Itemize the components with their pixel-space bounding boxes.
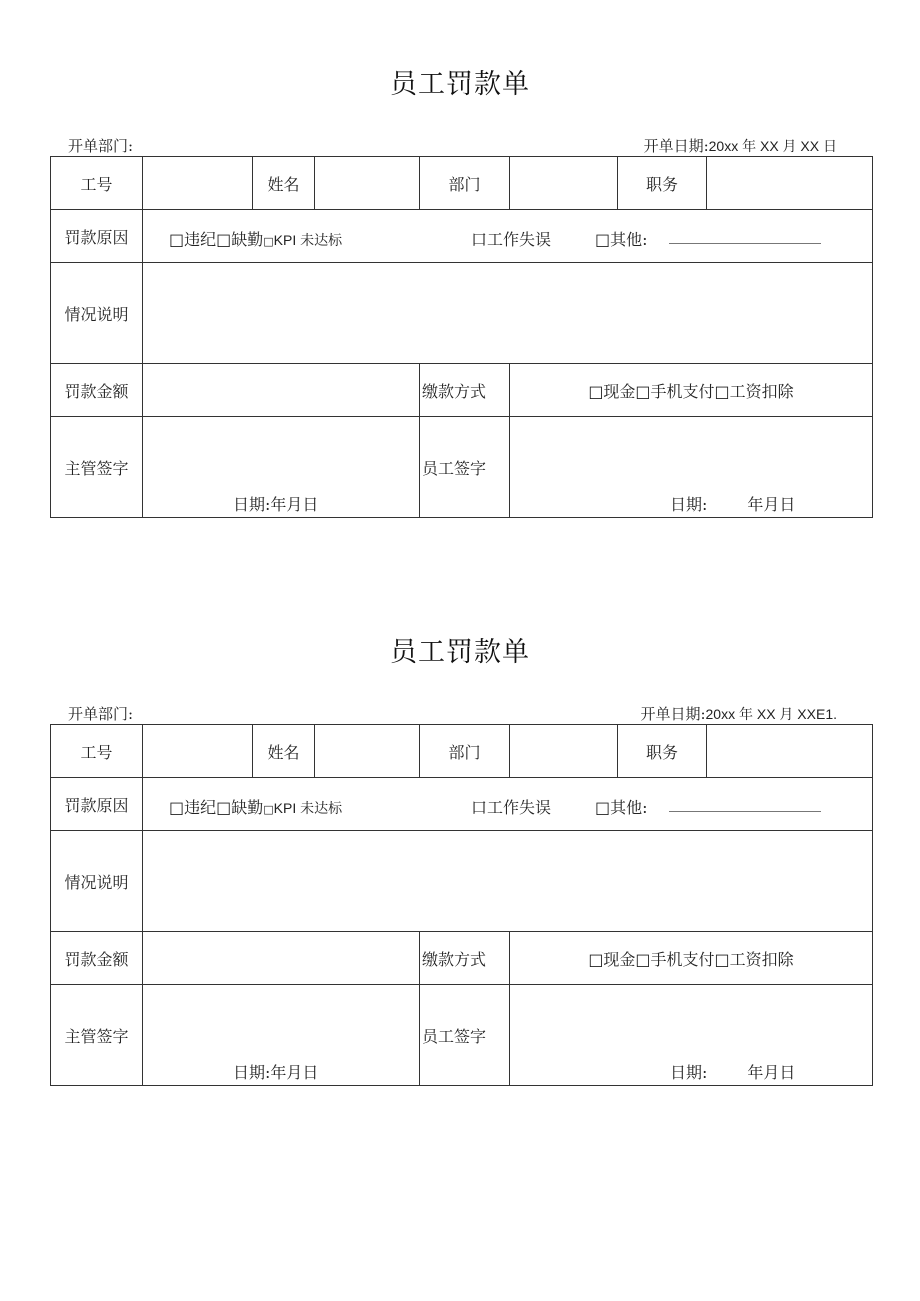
table-row — [51, 157, 873, 210]
reason-checkbox-work-error[interactable]: 口工作失误 — [471, 798, 552, 817]
dept-field[interactable] — [510, 157, 618, 210]
employee-date-ymd: 年月日 — [747, 1063, 796, 1082]
issue-date-label: 开单日期: — [640, 705, 706, 723]
table-row — [51, 932, 873, 985]
payment-method-label: 缴款方式 — [420, 932, 510, 985]
table-row — [51, 417, 873, 518]
penalty-table — [50, 156, 873, 518]
reason-checkbox-violation-absence[interactable] — [169, 795, 342, 818]
kpi-label: KPI 未达标 — [273, 800, 343, 816]
emp-id-label: 工号 — [51, 725, 143, 778]
name-label: 姓名 — [253, 725, 315, 778]
employee-sign-label: 员工签字 — [420, 985, 510, 1086]
reason-opt1-label: □违纪□缺勤 — [169, 798, 264, 817]
supervisor-sign-field[interactable] — [143, 417, 420, 518]
other-blank-line[interactable] — [669, 811, 821, 812]
dept-label: 部门 — [420, 157, 510, 210]
reason-label: 罚款原因 — [51, 778, 143, 831]
position-label: 职务 — [618, 725, 707, 778]
table-row — [51, 725, 873, 778]
dept-label: 部门 — [420, 725, 510, 778]
position-field[interactable] — [707, 725, 873, 778]
penalty-table — [50, 724, 873, 1086]
reason-checkbox-other[interactable]: □其他: — [595, 798, 648, 817]
kpi-checkbox-icon[interactable]: □ — [263, 803, 274, 816]
issue-date — [644, 135, 837, 156]
employee-sign-field[interactable] — [510, 417, 873, 518]
issuing-dept-label: 开单部门: — [68, 705, 134, 723]
issue-date — [640, 703, 837, 724]
description-label: 情况说明 — [51, 831, 143, 932]
employee-date — [670, 1060, 795, 1083]
employee-sign-label: 员工签字 — [420, 417, 510, 518]
reason-checkbox-other[interactable]: □其他: — [595, 230, 648, 249]
position-field[interactable] — [707, 157, 873, 210]
name-field[interactable] — [315, 157, 420, 210]
reason-checkbox-violation-absence[interactable] — [169, 227, 342, 250]
issuing-dept-label: 开单部门: — [68, 137, 134, 155]
reason-opt1-label: □违纪□缺勤 — [169, 230, 264, 249]
form-title: 员工罚款单 — [390, 69, 530, 100]
emp-id-field[interactable] — [143, 725, 253, 778]
reason-options — [143, 210, 873, 263]
table-row — [51, 831, 873, 932]
amount-label: 罚款金额 — [51, 364, 143, 417]
supervisor-date: 日期:年月日 — [233, 495, 319, 514]
supervisor-sign-field[interactable] — [143, 985, 420, 1086]
payment-options[interactable]: □现金□手机支付□工资扣除 — [510, 364, 873, 417]
table-row — [51, 263, 873, 364]
employee-date — [670, 492, 795, 515]
amount-field[interactable] — [143, 932, 420, 985]
form-title: 员工罚款单 — [390, 637, 530, 668]
name-label: 姓名 — [253, 157, 315, 210]
position-label: 职务 — [618, 157, 707, 210]
issue-date-value: 20xx 年 XX 月 XX 日 — [708, 138, 837, 154]
table-row — [51, 210, 873, 263]
table-row — [51, 778, 873, 831]
emp-id-field[interactable] — [143, 157, 253, 210]
description-field[interactable] — [143, 263, 873, 364]
employee-sign-field[interactable] — [510, 985, 873, 1086]
name-field[interactable] — [315, 725, 420, 778]
issue-date-value: 20xx 年 XX 月 XXE1. — [705, 706, 837, 722]
kpi-label: KPI 未达标 — [273, 232, 343, 248]
amount-field[interactable] — [143, 364, 420, 417]
employee-date-ymd: 年月日 — [747, 495, 796, 514]
emp-id-label: 工号 — [51, 157, 143, 210]
supervisor-date: 日期:年月日 — [233, 1063, 319, 1082]
reason-label: 罚款原因 — [51, 210, 143, 263]
supervisor-sign-label: 主管签字 — [51, 985, 143, 1086]
other-blank-line[interactable] — [669, 243, 821, 244]
supervisor-sign-label: 主管签字 — [51, 417, 143, 518]
payment-method-label: 缴款方式 — [420, 364, 510, 417]
reason-checkbox-work-error[interactable]: 口工作失误 — [471, 230, 552, 249]
issue-date-label: 开单日期: — [643, 137, 709, 155]
employee-date-label: 日期: — [670, 1063, 708, 1082]
dept-field[interactable] — [510, 725, 618, 778]
employee-date-label: 日期: — [670, 495, 708, 514]
payment-options[interactable]: □现金□手机支付□工资扣除 — [510, 932, 873, 985]
reason-options — [143, 778, 873, 831]
description-label: 情况说明 — [51, 263, 143, 364]
kpi-checkbox-icon[interactable]: □ — [263, 235, 274, 248]
amount-label: 罚款金额 — [51, 932, 143, 985]
description-field[interactable] — [143, 831, 873, 932]
table-row — [51, 364, 873, 417]
table-row — [51, 985, 873, 1086]
